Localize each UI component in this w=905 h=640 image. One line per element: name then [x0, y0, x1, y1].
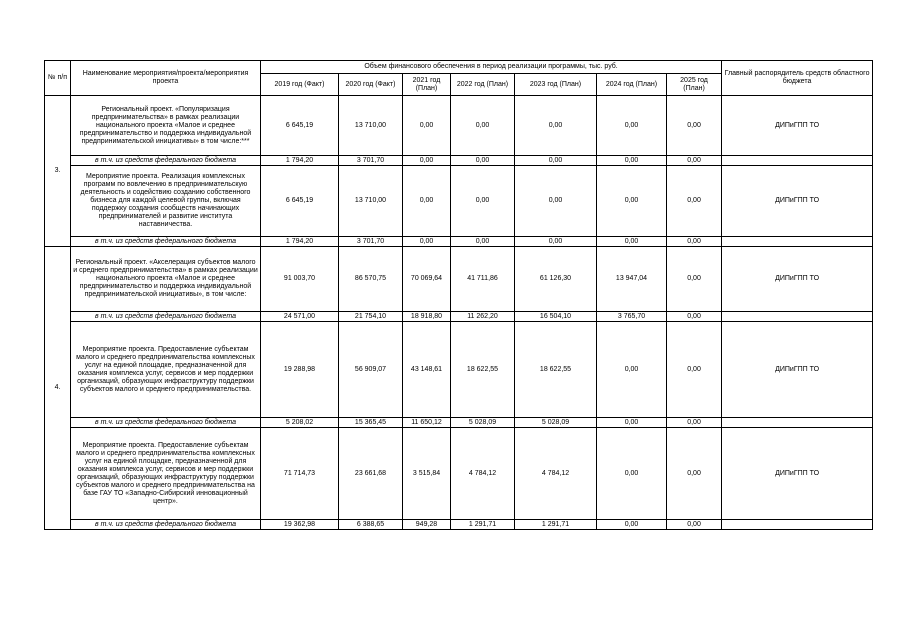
federal-amount-cell: 16 504,10 — [515, 312, 597, 322]
amount-cell: 0,00 — [515, 96, 597, 156]
federal-amount-cell: 0,00 — [597, 156, 667, 166]
federal-budget-row — [45, 418, 873, 428]
amount-cell: 18 622,55 — [515, 322, 597, 418]
federal-amount-cell: 949,28 — [403, 520, 451, 530]
federal-amount-cell: 3 701,70 — [339, 237, 403, 247]
amount-cell: 86 570,75 — [339, 247, 403, 312]
federal-amount-cell: 0,00 — [597, 237, 667, 247]
header-number: № п/п — [45, 61, 71, 96]
header-year: 2021 год (План) — [403, 74, 451, 96]
amount-cell: 0,00 — [403, 166, 451, 237]
federal-budget-label: в т.ч. из средств федерального бюджета — [71, 520, 261, 530]
row-number: 4. — [45, 247, 71, 530]
activity-description: Региональный проект. «Акселерация субъектов малого и среднего предпринимательства» в рамках реализации национального проекта «Малое и среднее предпринимательство и поддержка индивидуальной предпринимательской инициативы», в том числе: — [71, 247, 261, 312]
budget-manager-cell: ДИПиГПП ТО — [722, 96, 873, 156]
amount-cell: 13 710,00 — [339, 96, 403, 156]
federal-budget-row — [45, 156, 873, 166]
row-number: 3. — [45, 96, 71, 247]
amount-cell: 0,00 — [451, 96, 515, 156]
amount-cell: 13 710,00 — [339, 166, 403, 237]
amount-cell: 4 784,12 — [515, 428, 597, 520]
header-year: 2019 год (Факт) — [261, 74, 339, 96]
federal-amount-cell: 1 291,71 — [515, 520, 597, 530]
federal-amount-cell: 0,00 — [597, 418, 667, 428]
federal-amount-cell: 0,00 — [515, 237, 597, 247]
amount-cell: 0,00 — [667, 247, 722, 312]
federal-amount-cell: 1 794,20 — [261, 156, 339, 166]
federal-amount-cell: 5 208,02 — [261, 418, 339, 428]
amount-cell: 0,00 — [597, 96, 667, 156]
activity-description: Мероприятие проекта. Предоставление субъектам малого и среднего предпринимательства комплексных услуг на единой площадке, предназначенной для оказания комплекса услуг, сервисов и мер поддержки организаций, образующих инфраструктуру поддержки субъектов малого и среднего предпринимательства. — [71, 322, 261, 418]
budget-manager-cell: ДИПиГПП ТО — [722, 322, 873, 418]
federal-amount-cell: 11 262,20 — [451, 312, 515, 322]
empty-cell — [722, 418, 873, 428]
federal-amount-cell: 3 765,70 — [597, 312, 667, 322]
federal-budget-row — [45, 237, 873, 247]
federal-amount-cell: 24 571,00 — [261, 312, 339, 322]
amount-cell: 0,00 — [597, 428, 667, 520]
federal-budget-label: в т.ч. из средств федерального бюджета — [71, 312, 261, 322]
table-row — [45, 96, 873, 156]
amount-cell: 13 947,04 — [597, 247, 667, 312]
federal-amount-cell: 0,00 — [597, 520, 667, 530]
federal-amount-cell: 0,00 — [667, 237, 722, 247]
budget-manager-cell: ДИПиГПП ТО — [722, 247, 873, 312]
amount-cell: 19 288,98 — [261, 322, 339, 418]
federal-amount-cell: 0,00 — [451, 237, 515, 247]
header-year: 2025 год (План) — [667, 74, 722, 96]
activity-description: Мероприятие проекта. Предоставление субъектам малого и среднего предпринимательства комплексных услуг на единой площадке, предназначенной для оказания комплекса услуг, сервисов и мер поддержки организаций, образующих инфраструктуру поддержки субъектов малого и среднего предпринимательства на базе ГАУ ТО «Западно-Сибирский инновационный центр». — [71, 428, 261, 520]
federal-amount-cell: 0,00 — [515, 156, 597, 166]
amount-cell: 70 069,64 — [403, 247, 451, 312]
amount-cell: 71 714,73 — [261, 428, 339, 520]
federal-amount-cell: 0,00 — [667, 418, 722, 428]
amount-cell: 23 661,68 — [339, 428, 403, 520]
empty-cell — [722, 156, 873, 166]
federal-amount-cell: 3 701,70 — [339, 156, 403, 166]
header-year: 2020 год (Факт) — [339, 74, 403, 96]
amount-cell: 0,00 — [667, 322, 722, 418]
amount-cell: 0,00 — [451, 166, 515, 237]
amount-cell: 0,00 — [515, 166, 597, 237]
amount-cell: 0,00 — [597, 166, 667, 237]
federal-amount-cell: 6 388,65 — [339, 520, 403, 530]
activity-description: Мероприятие проекта. Реализация комплексных программ по вовлечению в предпринимательскую деятельность и содействию созданию собственного бизнеса для каждой целевой группы, включая поддержку создания сообществ начинающих предпринимателей и развитие института наставничества. — [71, 166, 261, 237]
header-year: 2023 год (План) — [515, 74, 597, 96]
federal-amount-cell: 18 918,80 — [403, 312, 451, 322]
table-row — [45, 166, 873, 237]
amount-cell: 0,00 — [667, 96, 722, 156]
amount-cell: 18 622,55 — [451, 322, 515, 418]
amount-cell: 43 148,61 — [403, 322, 451, 418]
federal-budget-label: в т.ч. из средств федерального бюджета — [71, 156, 261, 166]
federal-amount-cell: 0,00 — [667, 312, 722, 322]
federal-amount-cell: 1 794,20 — [261, 237, 339, 247]
table-row — [45, 247, 873, 312]
federal-amount-cell: 21 754,10 — [339, 312, 403, 322]
amount-cell: 0,00 — [403, 96, 451, 156]
amount-cell: 56 909,07 — [339, 322, 403, 418]
empty-cell — [722, 237, 873, 247]
federal-budget-row — [45, 520, 873, 530]
amount-cell: 41 711,86 — [451, 247, 515, 312]
header-name: Наименование мероприятия/проекта/мероприятия проекта — [71, 61, 261, 96]
federal-amount-cell: 5 028,09 — [451, 418, 515, 428]
federal-amount-cell: 5 028,09 — [515, 418, 597, 428]
federal-budget-row — [45, 312, 873, 322]
federal-budget-label: в т.ч. из средств федерального бюджета — [71, 237, 261, 247]
header-manager: Главный распорядитель средств областного бюджета — [722, 61, 873, 96]
empty-cell — [722, 520, 873, 530]
amount-cell: 3 515,84 — [403, 428, 451, 520]
amount-cell: 0,00 — [667, 428, 722, 520]
budget-table — [44, 60, 873, 530]
header-year: 2024 год (План) — [597, 74, 667, 96]
federal-amount-cell: 19 362,98 — [261, 520, 339, 530]
amount-cell: 0,00 — [667, 166, 722, 237]
federal-amount-cell: 0,00 — [451, 156, 515, 166]
federal-amount-cell: 0,00 — [403, 237, 451, 247]
federal-amount-cell: 11 650,12 — [403, 418, 451, 428]
budget-manager-cell: ДИПиГПП ТО — [722, 166, 873, 237]
header-finance: Объем финансового обеспечения в период реализации программы, тыс. руб. — [261, 61, 722, 74]
amount-cell: 91 003,70 — [261, 247, 339, 312]
amount-cell: 4 784,12 — [451, 428, 515, 520]
empty-cell — [722, 312, 873, 322]
amount-cell: 0,00 — [597, 322, 667, 418]
table-row — [45, 322, 873, 418]
activity-description: Региональный проект. «Популяризация предпринимательства» в рамках реализации национального проекта «Малое и среднее предпринимательство и поддержка индивидуальной предпринимательской инициативы» в том числе:*** — [71, 96, 261, 156]
federal-amount-cell: 0,00 — [667, 156, 722, 166]
amount-cell: 6 645,19 — [261, 96, 339, 156]
federal-amount-cell: 0,00 — [667, 520, 722, 530]
table-row — [45, 428, 873, 520]
federal-amount-cell: 1 291,71 — [451, 520, 515, 530]
header-year: 2022 год (План) — [451, 74, 515, 96]
federal-budget-label: в т.ч. из средств федерального бюджета — [71, 418, 261, 428]
budget-manager-cell: ДИПиГПП ТО — [722, 428, 873, 520]
federal-amount-cell: 0,00 — [403, 156, 451, 166]
amount-cell: 6 645,19 — [261, 166, 339, 237]
amount-cell: 61 126,30 — [515, 247, 597, 312]
federal-amount-cell: 15 365,45 — [339, 418, 403, 428]
